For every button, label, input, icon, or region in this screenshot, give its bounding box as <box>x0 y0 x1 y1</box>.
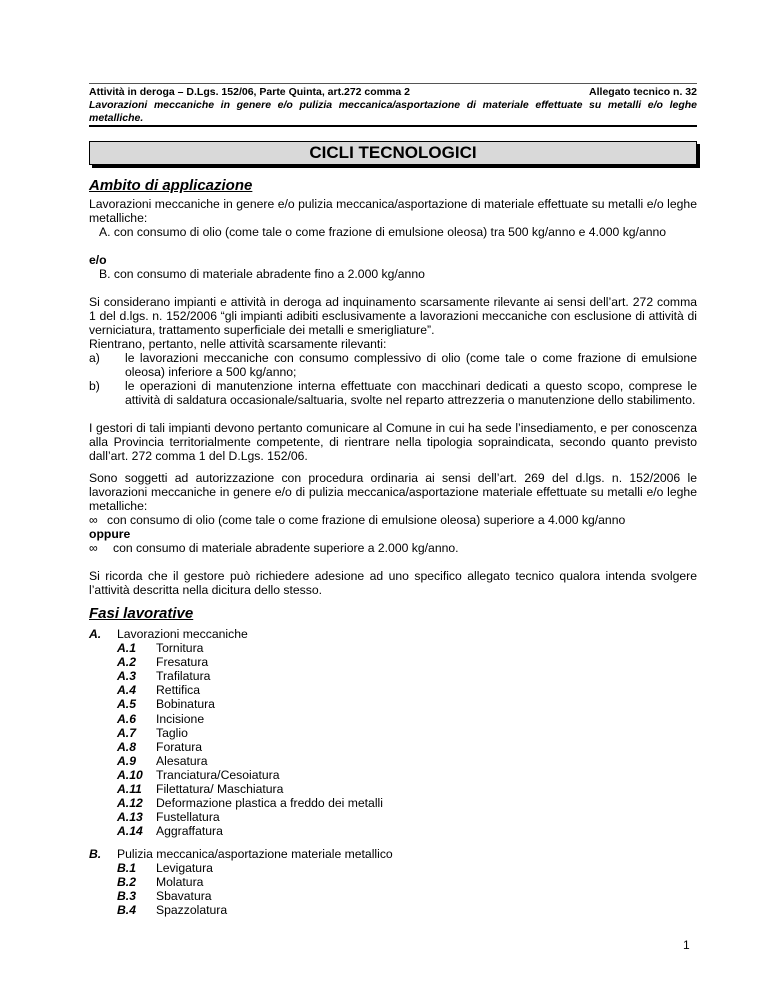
ambito-item-a-text: A. con consumo di olio (come tale o come frazione di emulsione oleosa) tra 500 kg/anno e 4.000 kg/anno <box>99 225 667 239</box>
bullet-icon: ∞ <box>89 541 98 555</box>
fase-a-code: A.5 <box>117 697 136 712</box>
section-heading-ambito: Ambito di applicazione <box>89 177 253 194</box>
running-header <box>89 86 697 98</box>
ambito-item-a <box>99 225 697 239</box>
page-number: 1 <box>683 938 690 952</box>
fase-b-code: B.4 <box>117 903 136 918</box>
fase-a-name: Incisione <box>156 711 205 726</box>
header-rule-bottom <box>89 125 697 127</box>
bullet-item-2: con consumo di materiale abradente superiore a 2.000 kg/anno. <box>113 541 459 555</box>
fase-a-code: A.2 <box>117 655 136 670</box>
fase-b-name: Spazzolatura <box>156 903 228 918</box>
fase-b-name: Molatura <box>156 875 204 890</box>
bullet-item-1: con consumo di olio (come tale o come frazione di emulsione oleosa) superiore a 4.000 kg/anno <box>107 513 626 527</box>
ambito-paragraph-3: I gestori di tali impianti devono pertanto comunicare al Comune in cui ha sede l’insediamento, e per conoscenza alla Provincia territorialmente competente, di rientrare nella tipologia sopraindicata, secondo quanto previsto dall’art. 272 comma 1 del D.Lgs. 152/06. <box>89 421 697 463</box>
header-left: Attività in deroga – D.Lgs. 152/06, Parte Quinta, art.272 comma 2 <box>89 86 410 98</box>
fase-a-code: A.13 <box>117 810 143 825</box>
fase-a-name: Alesatura <box>156 753 208 768</box>
ambito-intro: Lavorazioni meccaniche in genere e/o pulizia meccanica/asportazione di materiale effettuate su metalli e/o leghe metalliche: <box>89 197 697 225</box>
fase-a-code: A.8 <box>117 739 136 754</box>
ambito-item-b: B. con consumo di materiale abradente fino a 2.000 kg/anno <box>99 267 425 281</box>
ambito-eo: e/o <box>89 253 107 267</box>
fase-b-code: B.1 <box>117 861 136 875</box>
ambito-paragraph-2: Rientrano, pertanto, nelle attività scarsamente rilevanti: <box>89 337 387 351</box>
ambito-oppure: oppure <box>89 527 131 541</box>
fase-a-name: Bobinatura <box>156 697 215 712</box>
fase-a-code: A.3 <box>117 669 136 684</box>
fase-b-code: B.2 <box>117 875 136 890</box>
fase-a-name: Fustellatura <box>156 810 220 825</box>
fase-a-code: A.4 <box>117 683 136 698</box>
fase-a-name: Aggraffatura <box>156 824 223 839</box>
header-subtitle: Lavorazioni meccaniche in genere e/o pulizia meccanica/asportazione di materiale effettuate su metalli e/o leghe metalliche. <box>89 99 697 124</box>
header-rule-top <box>89 83 697 84</box>
list-text-b: le operazioni di manutenzione interna effettuate con macchinari dedicati a questo scopo, comprese le attività di saldatura occasionale/saltuaria, svolte nel reparto attrezzeria o manutenzione dello stabilimento. <box>125 379 697 407</box>
fase-a-code: A.6 <box>117 711 136 726</box>
ambito-paragraph-4: Sono soggetti ad autorizzazione con procedura ordinaria ai sensi dell’art. 269 del d.lgs. n. 152/2006 le lavorazioni meccaniche in genere e/o di pulizia meccanica/asportazione materiale effettuate su metalli e/o leghe metalliche: <box>89 471 697 513</box>
fase-a-code: A.1 <box>117 641 136 655</box>
bullet-icon: ∞ <box>89 513 98 527</box>
fase-b-code: B.3 <box>117 889 136 904</box>
list-label-b: b) <box>89 379 100 393</box>
fase-a-code: A.12 <box>117 796 143 811</box>
group-a-title: Lavorazioni meccaniche <box>117 627 248 641</box>
ambito-paragraph-1: Si considerano impianti e attività in deroga ad inquinamento scarsamente rilevante ai sensi dell’art. 272 comma 1 del d.lgs. n. 152/2006 “gli impianti adibiti esclusivamente a lavorazioni meccaniche con esclusione di attività di verniciatura, trattamento superficiale dei metalli e smerigliature”. <box>89 295 697 337</box>
fase-a-name: Tornitura <box>156 641 204 655</box>
fase-b-name: Sbavatura <box>156 889 212 904</box>
fase-a-code: A.11 <box>117 782 142 796</box>
group-b-letter: B. <box>89 847 102 861</box>
fase-a-code: A.9 <box>117 753 136 768</box>
fase-a-name: Deformazione plastica a freddo dei metalli <box>156 796 383 811</box>
section-heading-fasi: Fasi lavorative <box>89 605 194 622</box>
fase-a-name: Taglio <box>156 725 188 740</box>
ambito-paragraph-5: Si ricorda che il gestore può richiedere adesione ad uno specifico allegato tecnico qualora intenda svolgere l’attività descritta nella dicitura dello stesso. <box>89 569 697 597</box>
fase-a-name: Filettatura/ Maschiatura <box>156 782 284 796</box>
fase-a-name: Foratura <box>156 739 203 754</box>
fase-a-name: Tranciatura/Cesoiatura <box>156 767 280 782</box>
group-b-title: Pulizia meccanica/asportazione materiale metallico <box>117 847 393 861</box>
fase-a-code: A.10 <box>117 767 143 782</box>
fase-a-code: A.7 <box>117 725 136 740</box>
list-text-a: le lavorazioni meccaniche con consumo complessivo di olio (come tale o come frazione di emulsione oleosa) inferiore a 500 kg/anno; <box>125 351 697 379</box>
list-label-a: a) <box>89 351 100 365</box>
header-right: Allegato tecnico n. 32 <box>589 86 697 98</box>
fase-a-name: Fresatura <box>156 655 209 670</box>
fase-a-name: Rettifica <box>156 683 201 698</box>
fase-a-name: Trafilatura <box>156 669 211 684</box>
group-a-letter: A. <box>89 627 102 641</box>
fase-a-code: A.14 <box>117 824 143 839</box>
fase-b-name: Levigatura <box>156 861 213 875</box>
page-title: CICLI TECNOLOGICI <box>89 141 697 165</box>
